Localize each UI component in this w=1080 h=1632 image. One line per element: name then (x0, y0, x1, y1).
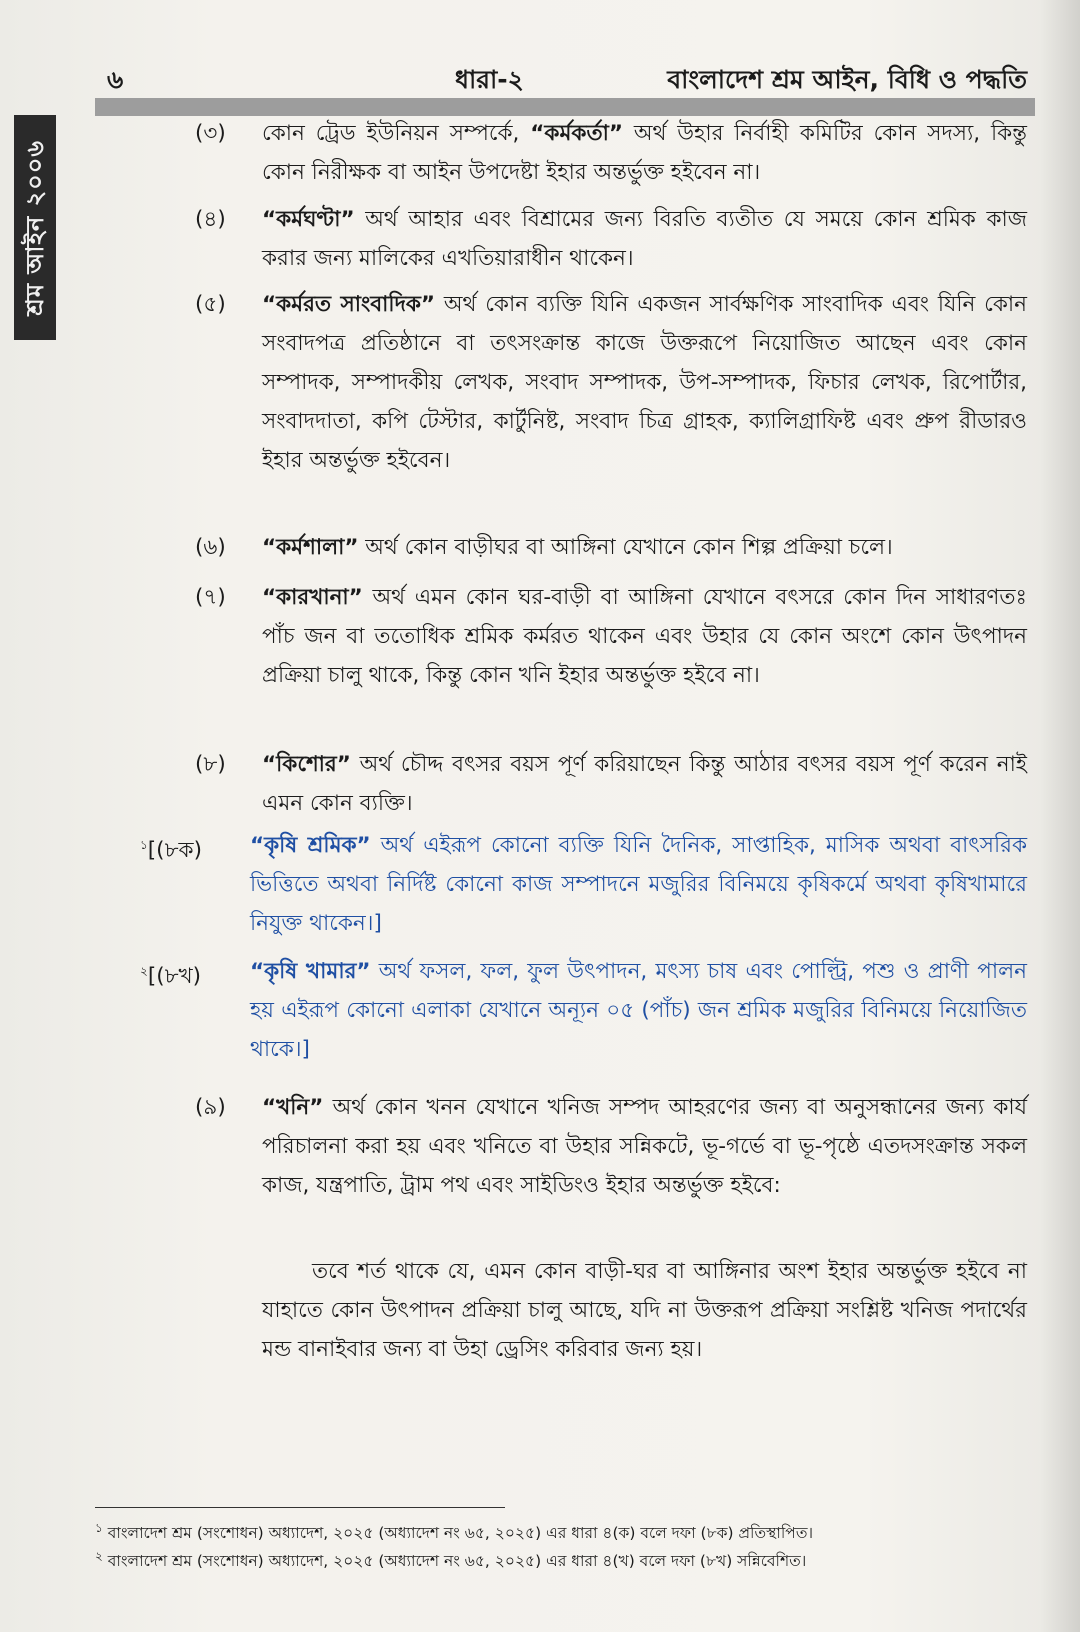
defined-term: “কর্মরত সাংবাদিক” (262, 292, 436, 317)
clause-number: $^২$[(৮খ) (140, 964, 202, 990)
clause-3 (262, 114, 1027, 192)
clause-7 (262, 578, 1027, 695)
clause-text: অর্থ চৌদ্দ বৎসর বয়স পূর্ণ করিয়াছেন কিন্তু আঠার বৎসর বয়স পূর্ণ করেন নাই এমন কোন ব্যক্তি। (262, 752, 1027, 816)
clause-number: $^১$[(৮ক) (140, 838, 202, 864)
book-title: বাংলাদেশ শ্রম আইন, বিধি ও পদ্ধতি (667, 65, 1027, 94)
footnote-marker: ১ (140, 838, 148, 852)
defined-term: “খনি” (262, 1095, 324, 1120)
section-label: ধারা-২ (455, 65, 524, 94)
clause-text: অর্থ কোন ব্যক্তি যিনি একজন সার্বক্ষণিক সাংবাদিক এবং যিনি কোন সংবাদপত্র প্রতিষ্ঠানে বা তৎসংক্রান্ত কাজে উক্তরূপে নিয়োজিত আছেন এবং কোন সম্পাদক, সম্পাদকীয় লেখক, সংবাদ সম্পাদক, উপ-সম্পাদক, ফিচার লেখক, রিপোর্টার, সংবাদদাতা, কপি টেস্টার, কার্টুনিষ্ট, সংবাদ চিত্র গ্রাহক, ক্যালিগ্রাফিষ্ট এবং প্রুপ রীডারও ইহার অন্তর্ভুক্ত হইবেন। (262, 292, 1027, 473)
defined-term: “কর্মকর্তা” (530, 121, 623, 146)
defined-term: “কৃষি খামার” (250, 959, 371, 984)
defined-term: “কারখানা” (262, 585, 363, 610)
clause-number: (৪) (195, 207, 226, 232)
clause-9 (262, 1088, 1027, 1205)
clause-text: অর্থ কোন বাড়ীঘর বা আঙ্গিনা যেখানে কোন শিল্প প্রক্রিয়া চলে। (358, 535, 893, 560)
clause-5 (262, 285, 1027, 480)
clause-text: অর্থ কোন খনন যেখানে খনিজ সম্পদ আহরণের জন্য বা অনুসন্ধানের জন্য কার্য পরিচালনা করা হয় এবং খনিতে বা উহার সন্নিকটে, ভূ-গর্ভে বা ভূ-পৃষ্ঠে এতদসংক্রান্ত সকল কাজ, যন্ত্রপাতি, ট্রাম পথ এবং সাইডিংও ইহার অন্তর্ভুক্ত হইবে: (262, 1095, 1027, 1198)
proviso: তবে শর্ত থাকে যে, এমন কোন বাড়ী-ঘর বা আঙ্গিনার অংশ ইহার অন্তর্ভুক্ত হইবে না যাহাতে কোন উৎপাদন প্রক্রিয়া চালু আছে, যদি না উক্তরূপ প্রক্রিয়া সংশ্লিষ্ট খনিজ পদার্থের মন্ড বানাইবার জন্য বা উহা ড্রেসিং করিবার জন্য হয়। (262, 1259, 1027, 1362)
clause-8ka (250, 826, 1027, 943)
clause-number: (৩) (195, 121, 226, 146)
page-number: ৬ (107, 65, 124, 94)
clause-number: (৬) (195, 535, 226, 560)
defined-term: “কর্মশালা” (262, 535, 359, 560)
defined-term: “কিশোর” (262, 752, 351, 777)
footnote-divider (95, 1507, 505, 1508)
clause-text: অর্থ এইরূপ কোনো ব্যক্তি যিনি দৈনিক, সাপ্তাহিক, মাসিক অথবা বাৎসরিক ভিত্তিতে অথবা নির্দিষ্ট কোনো কাজ সম্পাদনে মজুরির বিনিময়ে কৃষিকর্মে অথবা কৃষিখামারে নিযুক্ত থাকেন।] (250, 833, 1027, 936)
clause-number: (৮) (195, 752, 226, 777)
defined-term: “কৃষি শ্রমিক” (250, 833, 371, 858)
clause-text: অর্থ এমন কোন ঘর-বাড়ী বা আঙ্গিনা যেখানে বৎসরে কোন দিন সাধারণতঃ পাঁচ জন বা ততোধিক শ্রমিক কর্মরত থাকেন এবং উহার যে কোন অংশে কোন উৎপাদন প্রক্রিয়া চালু থাকে, কিন্তু কোন খনি ইহার অন্তর্ভুক্ত হইবে না। (262, 585, 1027, 688)
side-tab-label: শ্রম আইন ২০০৬ (21, 139, 49, 316)
footnote-marker: ২ (140, 964, 148, 978)
clause-6 (262, 528, 1027, 567)
clause-4 (262, 200, 1027, 278)
clause-8 (262, 745, 1027, 823)
clause-prefix: কোন ট্রেড ইউনিয়ন সম্পর্কে, (262, 121, 531, 146)
clause-8kha (250, 952, 1027, 1069)
footnote-1: $^১$ বাংলাদেশ শ্রম (সংশোধন) অধ্যাদেশ, ২০২৫ (অধ্যাদেশ নং ৬৫, ২০২৫) এর ধারা ৪(ক) বলে দফা (৮ক) প্রতিস্থাপিত। (95, 1521, 813, 1543)
footnote-2: $^২$ বাংলাদেশ শ্রম (সংশোধন) অধ্যাদেশ, ২০২৫ (অধ্যাদেশ নং ৬৫, ২০২৫) এর ধারা ৪(খ) বলে দফা (৮খ) সন্নিবেশিত। (95, 1549, 807, 1571)
clause-number: (৭) (195, 585, 226, 610)
clause-text: অর্থ উহার নির্বাহী কমিটির কোন সদস্য, কিন্তু কোন নিরীক্ষক বা আইন উপদেষ্টা ইহার অন্তর্ভুক্ত হইবেন না। (262, 121, 1027, 185)
clause-text: অর্থ ফসল, ফল, ফুল উৎপাদন, মৎস্য চাষ এবং পোল্ট্রি, পশু ও প্রাণী পালন হয় এইরূপ কোনো এলাকা যেখানে অন্যূন ০৫ (পাঁচ) জন শ্রমিক মজুরির বিনিময়ে নিয়োজিত থাকে।] (250, 959, 1027, 1062)
clause-number: (৯) (195, 1095, 226, 1120)
defined-term: “কর্মঘণ্টা” (262, 207, 355, 232)
clause-number: (৫) (195, 292, 226, 317)
clause-text: অর্থ আহার এবং বিশ্রামের জন্য বিরতি ব্যতীত যে সময়ে কোন শ্রমিক কাজ করার জন্য মালিকের এখতিয়ারাধীন থাকেন। (262, 207, 1027, 271)
